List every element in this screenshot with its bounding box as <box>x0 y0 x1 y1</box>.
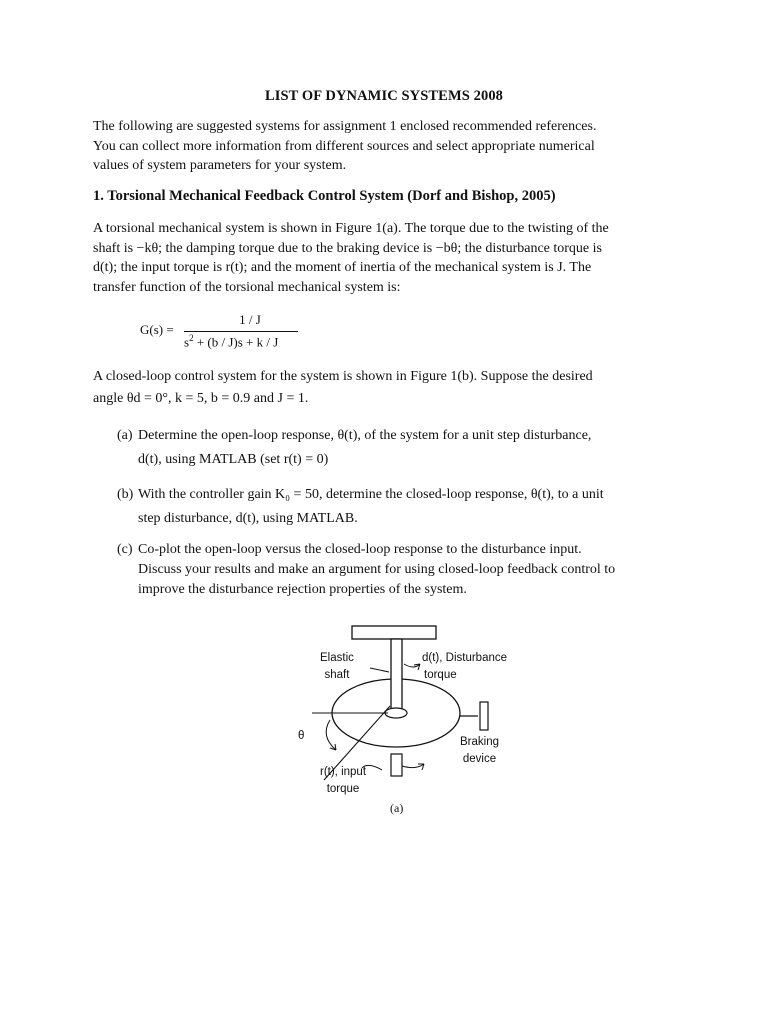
text-line: step disturbance, d(t), using MATLAB. <box>138 511 358 526</box>
text-line: angle θd = 0°, k = 5, b = 0.9 and J = 1. <box>93 390 309 406</box>
intro-paragraph <box>93 117 673 176</box>
shaft-hub <box>385 708 407 718</box>
text-line: Co-plot the open-loop versus the closed-loop response to the disturbance input. <box>138 542 582 557</box>
label-line: r(t), input <box>320 766 367 778</box>
figure-caption: (a) <box>390 801 404 815</box>
equation-denominator <box>184 333 278 350</box>
text-line: d(t), using MATLAB (set r(t) = 0) <box>138 452 329 467</box>
fraction-bar <box>184 331 298 332</box>
item-label: (a) <box>117 428 133 443</box>
transfer-function-equation <box>140 312 310 356</box>
braking-device-label <box>460 734 499 768</box>
text-line: The following are suggested systems for assignment 1 enclosed recommended references. <box>93 119 597 134</box>
item-label: (b) <box>117 487 134 502</box>
shaft-pointer <box>370 668 389 672</box>
item-text <box>138 426 683 470</box>
text-line: Determine the open-loop response, θ(t), of the system for a unit step disturbance, <box>138 428 592 443</box>
document-title: LIST OF DYNAMIC SYSTEMS 2008 <box>264 88 504 104</box>
text-line: A torsional mechanical system is shown in Figure 1(a). The torque due to the twisting of the <box>93 221 609 236</box>
text-line: shaft is −kθ; the damping torque due to the braking device is −bθ; the disturbance torque is <box>93 240 602 256</box>
label-line: shaft <box>324 669 350 681</box>
top-support-plate <box>352 626 436 639</box>
brake-pad <box>480 702 488 730</box>
input-shaft <box>391 754 402 776</box>
text-line: transfer function of the torsional mechanical system is: <box>93 279 401 295</box>
label-line: torque <box>424 669 457 681</box>
input-arrow-right <box>402 764 424 768</box>
text-line: A closed-loop control system for the system is shown in Figure 1(b). Suppose the desired <box>93 369 593 384</box>
label-line: d(t), Disturbance <box>422 652 508 664</box>
elastic-shaft-label <box>320 650 354 684</box>
theta-arc <box>326 720 336 750</box>
item-text <box>138 540 683 600</box>
text-line: improve the disturbance rejection properties of the system. <box>138 582 467 597</box>
label-line: device <box>462 753 497 765</box>
elastic-shaft <box>391 639 402 713</box>
den-s: s <box>184 334 190 350</box>
equation-lhs: G(s) = <box>140 322 174 337</box>
item-text <box>138 485 683 529</box>
label-line: torque <box>326 783 360 795</box>
equation-numerator: 1 / J <box>239 312 261 327</box>
section-heading: 1. Torsional Mechanical Feedback Control System (Dorf and Bishop, 2005) <box>93 188 556 204</box>
disturbance-label <box>422 650 507 684</box>
input-torque-label <box>320 764 366 798</box>
text-line: Discuss your results and make an argument for using closed-loop feedback control to <box>138 562 616 577</box>
text-line: d(t); the input torque is r(t); and the moment of inertia of the mechanical system is J. The <box>93 260 592 275</box>
theta-label: θ <box>298 730 305 742</box>
closed-loop-paragraph <box>93 367 673 408</box>
den-exponent: 2 <box>189 333 194 343</box>
text-line: With the controller gain K₀ = 50, determine the closed-loop response, θ(t), to a unit <box>138 487 604 502</box>
section-paragraph <box>93 219 673 297</box>
text-line: You can collect more information from different sources and select appropriate numerical <box>93 138 595 154</box>
label-line: Elastic <box>320 652 354 664</box>
label-line: Braking <box>460 736 499 748</box>
text-line: values of system parameters for your system. <box>93 158 347 173</box>
item-label: (c) <box>117 542 133 557</box>
torsional-system-figure <box>290 620 520 820</box>
den-rest: + (b / J)s + k / J <box>193 334 279 350</box>
